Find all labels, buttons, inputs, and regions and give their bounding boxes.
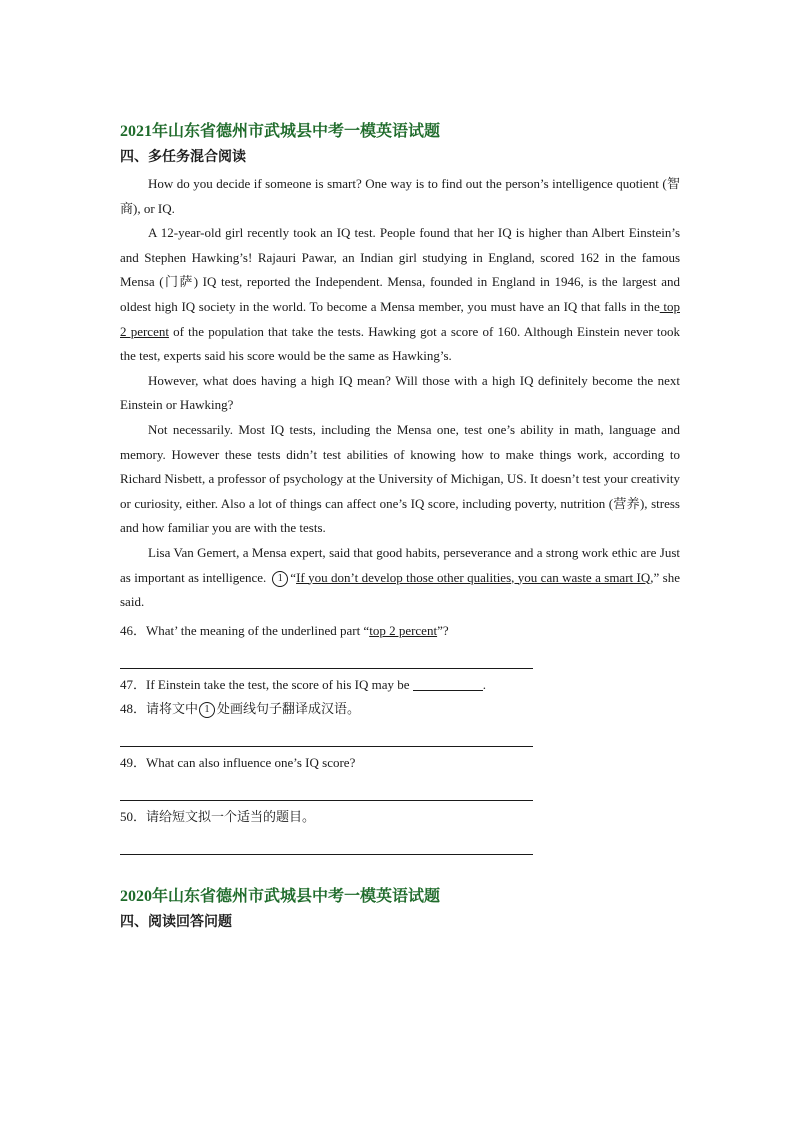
question-47	[120, 673, 680, 697]
question-47-text: 47．If Einstein take the test, the score of his IQ may be	[120, 676, 410, 692]
section-heading-2020: 四、阅读回答问题	[120, 914, 232, 930]
underlined-top-2-percent: top 2 percent	[120, 298, 680, 339]
paragraph-2	[120, 221, 680, 369]
exam-title-2021: 2021年山东省德州市武城县中考一模英语试题	[120, 123, 441, 140]
answer-line-50[interactable]	[120, 829, 533, 855]
question-46-text: 46．What’ the meaning of the underlined part “	[120, 622, 370, 638]
paragraph-5-text-a: Lisa Van Gemert, a Mensa expert, said that good habits, perseverance and a strong work ethic are Just as important as intelligence.	[120, 544, 680, 585]
paragraph-2-text-a: A 12-year-old girl recently took an IQ test. People found that her IQ is higher than Albert Einstein’s and Stephen Hawking’s! Rajauri Pawar, an Indian girl studying in England, scored 162 in the famous Mensa (门萨) IQ test, reported the Independent. Mensa, founded in England in 1946, is the largest and oldest high IQ society in the world. To become a Mensa member, you must have an IQ that falls in the	[120, 225, 680, 314]
question-47-end: .	[482, 676, 487, 692]
answer-blank-47[interactable]	[413, 676, 483, 691]
question-48-text-b: 处画线句子翻译成汉语。	[217, 700, 361, 716]
question-48	[120, 697, 680, 721]
question-46-end: ”?	[437, 622, 449, 638]
question-49: 49．What can also influence one’s IQ score?	[120, 754, 356, 770]
circled-number-1: 1	[272, 571, 288, 587]
exam-title-2020: 2020年山东省德州市武城县中考一模英语试题	[120, 887, 441, 905]
paragraph-3: However, what does having a high IQ mean? Will those with a high IQ definitely become the next Einstein or Hawking?	[120, 372, 680, 413]
circled-number-1-ref: 1	[199, 702, 215, 718]
question-46	[120, 619, 680, 643]
question-46-underlined: top 2 percent	[369, 622, 438, 638]
paragraph-2-text-b: of the population that take the tests. Hawking got a score of 160. Although Einstein never took the test, experts said his score would be the same as Hawking’s.	[120, 323, 680, 364]
answer-line-49[interactable]	[120, 775, 533, 801]
paragraph-5-text-b: ,” she said.	[120, 569, 680, 610]
question-48-text-a: 48．请将文中	[120, 700, 199, 716]
section-heading-2021: 四、多任务混合阅读	[120, 150, 246, 165]
open-quote: “	[290, 569, 297, 585]
question-50: 50．请给短文拟一个适当的题目。	[120, 808, 316, 824]
paragraph-5	[120, 541, 680, 615]
paragraph-1: How do you decide if someone is smart? One way is to find out the person’s intelligence quotient (智商), or IQ.	[120, 176, 680, 216]
document-content	[120, 118, 680, 937]
paragraph-4: Not necessarily. Most IQ tests, including the Mensa one, test one’s ability in math, language and memory. However these tests didn’t test abilities of knowing how to make things work, according to Richard Nisbett, a professor of psychology at the University of Michigan, US. It doesn’t test your creativity or curiosity, either. Also a lot of things can affect one’s IQ score, including poverty, nutrition (营养), stress and how familiar you are with the tests.	[120, 421, 680, 536]
answer-line-48[interactable]	[120, 721, 533, 747]
underlined-sentence-1: If you don’t develop those other qualities, you can waste a smart IQ	[296, 569, 651, 585]
answer-line-46[interactable]	[120, 643, 533, 669]
